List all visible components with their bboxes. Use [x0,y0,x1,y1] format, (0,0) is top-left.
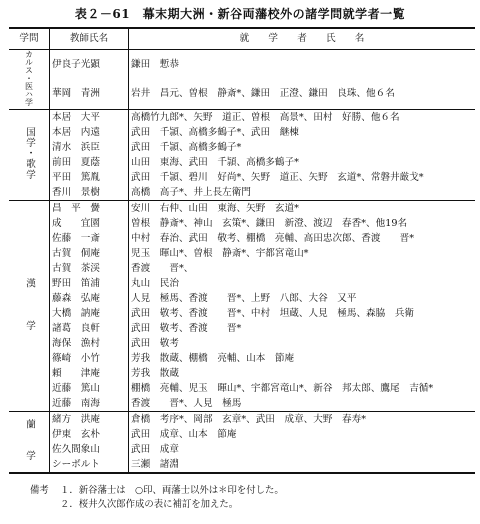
header-students: 就 学 者 氏 名 [129,28,476,50]
teacher-cell: 香川 景樹 [50,185,129,201]
teacher-cell: 伊東 玄朴 [50,427,129,442]
notes-block [30,484,284,512]
students-cell: 武田 千頴、高橋多鶴子*、武田 継棟 [131,126,299,138]
note-item: ２．桜井久次郎作成の表に補訂を加えた。 [60,499,239,510]
table-row [9,140,475,155]
students-cell: 武田 成章 [131,443,179,455]
students-cell: 武田 成章、山本 節庵 [131,428,237,440]
students-cell: 岩井 昌元、曽根 静斎*、鎌田 正澄、鎌田 良珠、他６名 [131,88,395,100]
students-cell: 武田 千頴、碧川 好尚*、矢野 道正、矢野 玄道*、常磐井厳戈* [131,171,424,183]
table-row [9,201,475,217]
students-cell: 安川 右仲、山田 東海、矢野 玄道* [129,201,476,217]
teacher-cell: 古賀 侗庵 [50,246,129,261]
table-row [9,80,475,110]
table-row [9,125,475,140]
field-label: 国学・歌学 [24,127,35,180]
teacher-cell: 清水 浜臣 [50,140,129,155]
table-row [9,155,475,170]
students-cell: 曽根 静斎*、神山 玄策*、鎌田 新澄、渡辺 春香*、他19名 [131,217,408,229]
students-cell: 武田 敬考 [131,337,179,349]
field-cell [9,201,50,412]
field-label: 蘭 学 [24,419,35,462]
students-cell: 芳我 散蔵、棚橋 亮輔、山本 節庵 [131,352,295,364]
table-row [9,427,475,442]
table-row [9,442,475,457]
teacher-cell: 海保 漁村 [50,336,129,351]
notes-label: 備考 [30,485,49,496]
teacher-cell: 近藤 篤山 [50,381,129,396]
students-cell: 棚橋 亮輔、児玉 暉山*、宇都宮竜山*、新谷 邦太郎、鷹尾 吉循* [131,382,434,394]
teacher-cell: シーボルト [50,457,129,473]
header-row [9,28,475,50]
students-cell: 武田 千頴、高橋多鶴子* [131,141,242,153]
teacher-cell: 藤森 弘庵 [50,291,129,306]
table-row [9,336,475,351]
students-cell: 倉橋 考序*、岡部 玄章*、武田 成章、大野 春寿* [129,412,476,428]
teacher-cell: 前田 夏蔭 [50,155,129,170]
table-row [9,457,475,473]
table-row [9,291,475,306]
students-cell: 高橋 高子*、井上長左衛門 [131,186,251,198]
students-cell: 高橋竹九郎*、矢野 道正、曽根 高景*、田村 好勝、他６名 [129,110,476,126]
table-row [9,412,475,428]
table-row [9,246,475,261]
table-row [9,231,475,246]
note-item: １．新谷藩士は ○印、両藩士以外は＊印を付した。 [60,485,284,496]
teacher-cell: 本居 内遠 [50,125,129,140]
table-body [9,50,475,474]
teacher-cell: 佐藤 一斎 [50,231,129,246]
teacher-cell: 緒方 洪庵 [50,412,129,428]
field-label: 漢 学 [24,278,35,331]
table-row [9,185,475,201]
table-row [9,396,475,412]
teacher-cell: 佐久間象山 [50,442,129,457]
students-cell: 香渡 晋*、人見 極馬 [131,397,242,409]
table-row [9,216,475,231]
students-cell: 丸山 民治 [131,277,179,289]
table-row [9,50,475,80]
header-teacher: 教師氏名 [50,28,129,50]
table-title: 表２－61 幕末期大洲・新谷両藩校外の諸学問就学者一覧 [74,7,406,21]
table-row [9,276,475,291]
table-row [9,170,475,185]
header-field: 学問 [9,28,50,50]
students-cell: 香渡 晋*、 [131,262,194,274]
students-cell: 鎌田 慙恭 [129,50,476,80]
table-row [9,261,475,276]
teacher-cell: 平田 篤胤 [50,170,129,185]
table-row [9,306,475,321]
field-label: カルス・医ハ学 [24,50,34,106]
table-row [9,366,475,381]
table-row [9,321,475,336]
field-cell [9,50,50,110]
students-cell: 中村 春治、武田 敬考、棚橋 亮輔、高田忠次郎、香渡 晋* [131,232,415,244]
table-row [9,110,475,126]
table-row [9,351,475,366]
teacher-cell: 大橋 訥庵 [50,306,129,321]
teacher-cell: 頼 津庵 [50,366,129,381]
teacher-cell: 古賀 茶渓 [50,261,129,276]
teacher-cell: 近藤 南海 [50,396,129,412]
students-cell: 山田 東海、武田 千頴、高橋多鶴子* [131,156,299,168]
students-cell: 武田 敬考、香渡 晋* [131,322,242,334]
scholars-table [9,27,475,474]
students-cell: 芳我 散蔵 [131,367,179,379]
teacher-cell: 華岡 青洲 [50,80,129,110]
teacher-cell: 諸葛 良軒 [50,321,129,336]
teacher-cell: 伊良子光顕 [50,50,129,80]
teacher-cell: 昌 平 黌 [50,201,129,217]
teacher-cell: 成 宜園 [50,216,129,231]
students-cell: 武田 敬考、香渡 晋*、中村 坦蔵、人見 極馬、森脇 兵衛 [131,307,415,319]
field-cell [9,412,50,474]
students-cell: 児玉 暉山*、曽根 静斎*、宇都宮竜山* [131,247,309,259]
teacher-cell: 野田 笛浦 [50,276,129,291]
teacher-cell: 本居 大平 [50,110,129,126]
table-row [9,381,475,396]
teacher-cell: 篠崎 小竹 [50,351,129,366]
field-cell [9,110,50,201]
students-cell: 三瀬 諸淵 [131,458,179,470]
students-cell: 人見 極馬、香渡 晋*、上野 八郎、大谷 又平 [131,292,357,304]
